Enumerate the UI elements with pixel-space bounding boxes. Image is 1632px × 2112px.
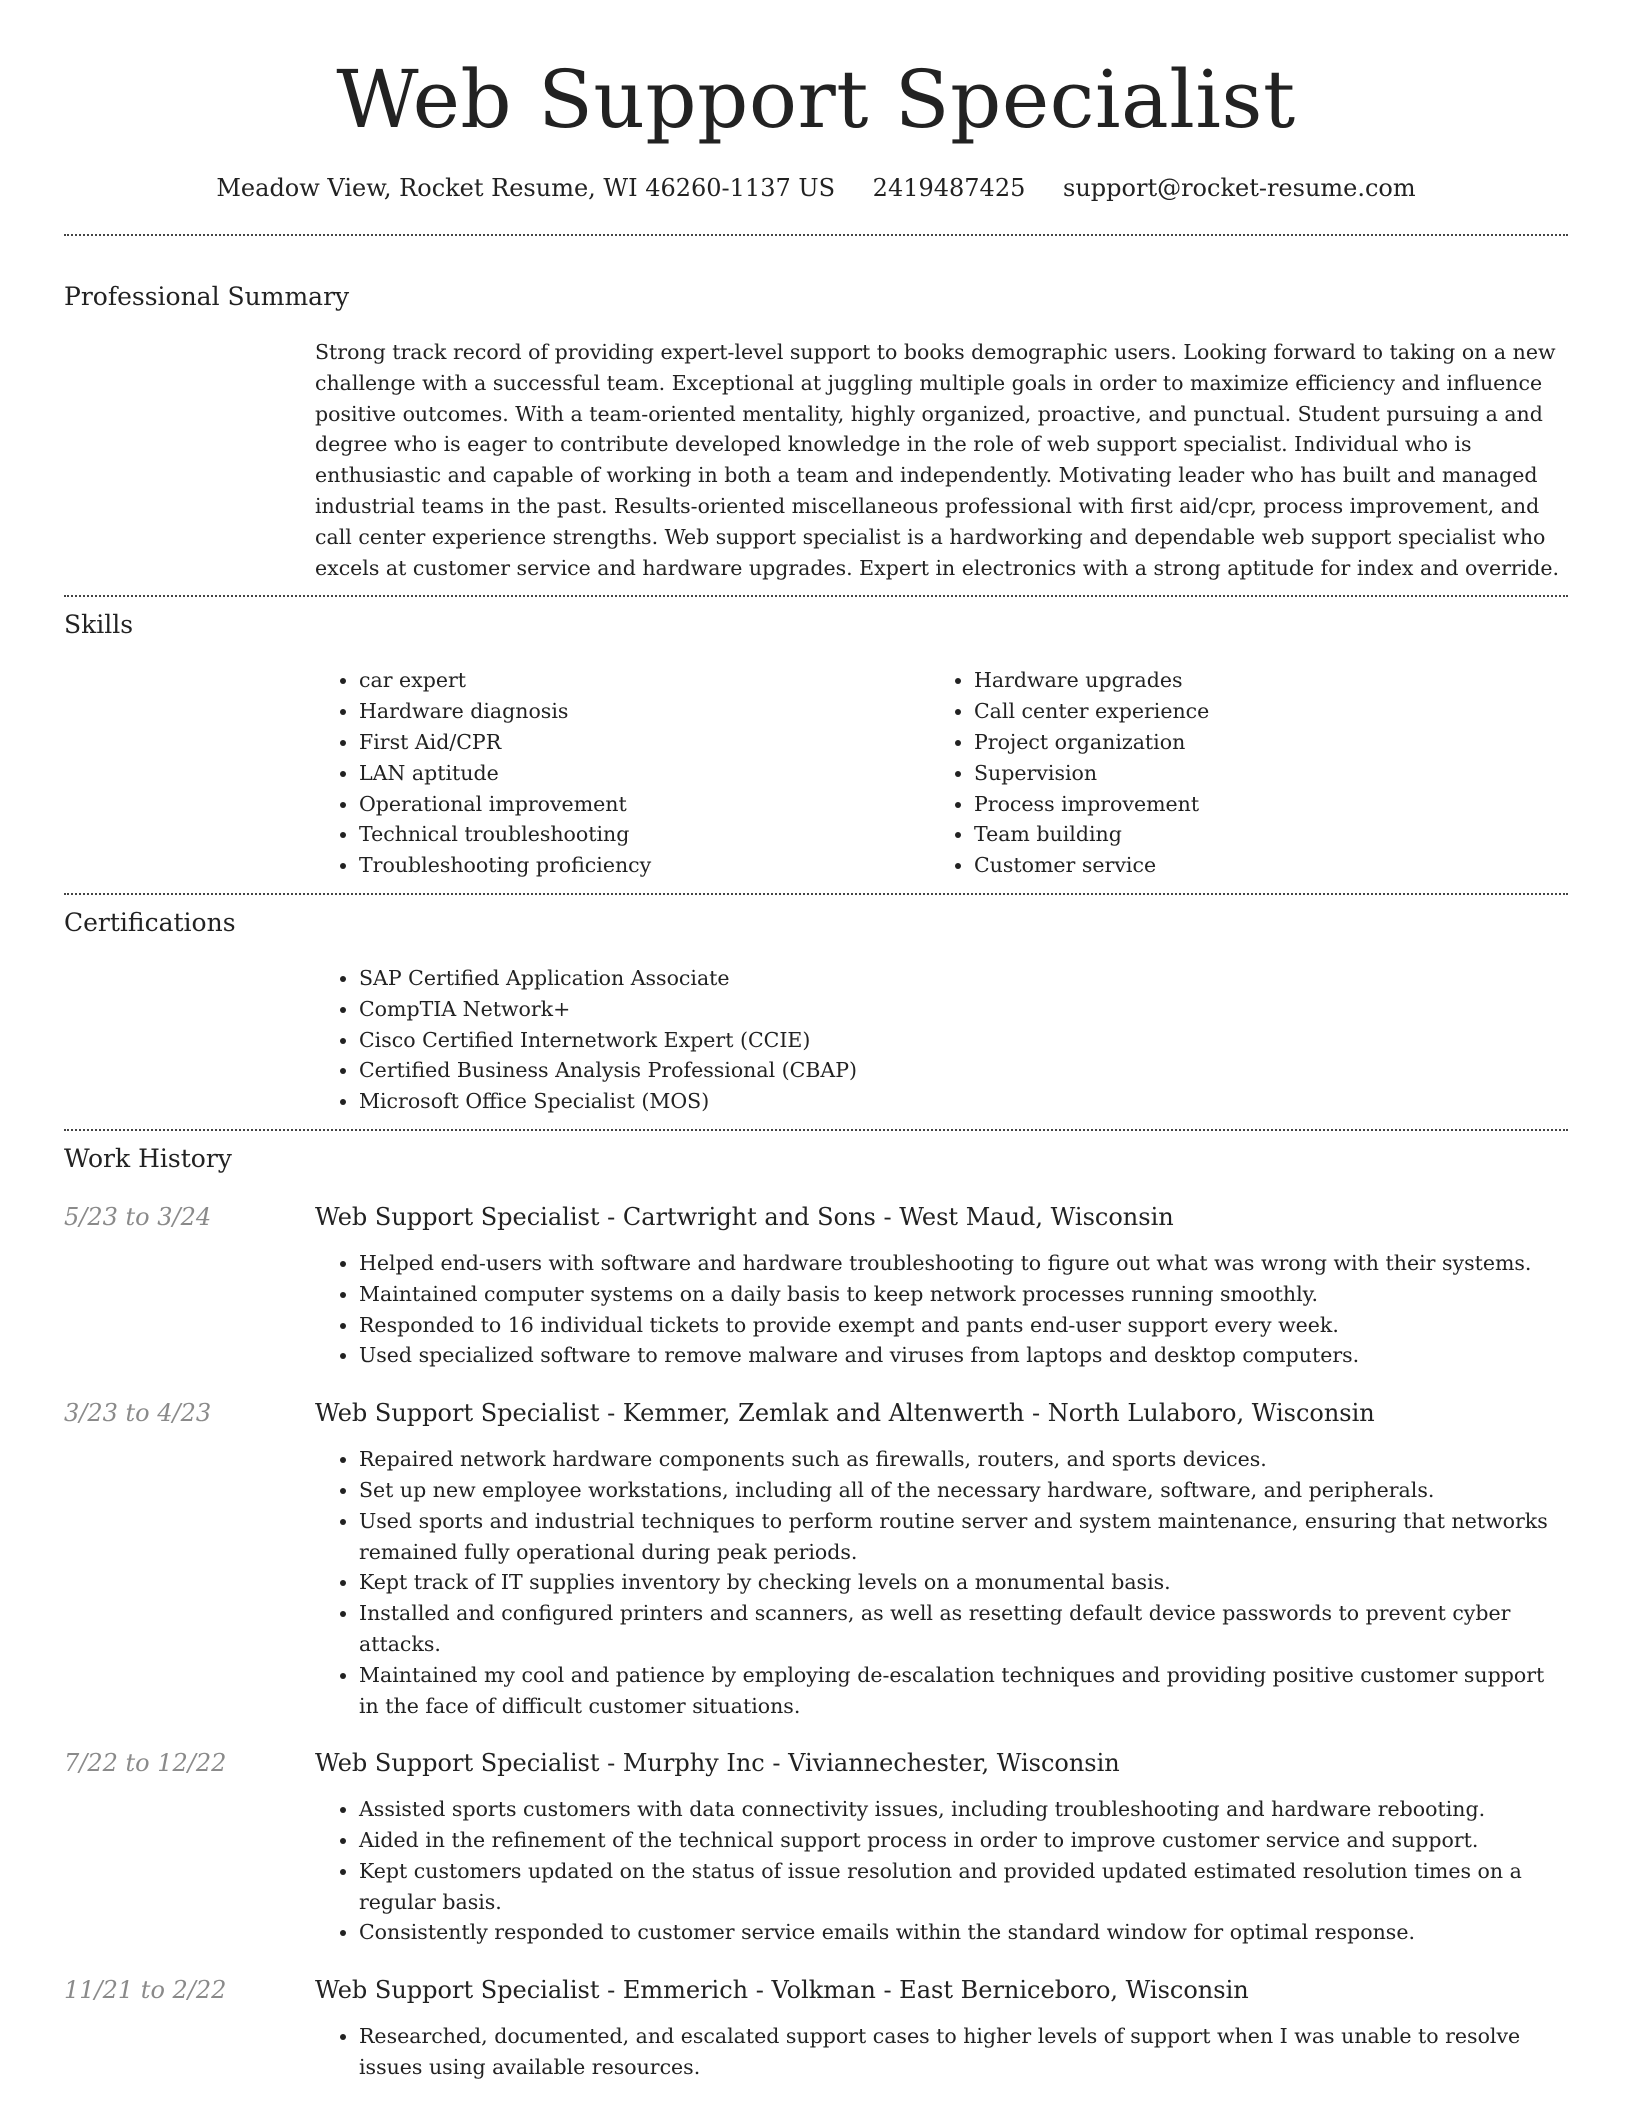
certifications-list	[315, 963, 1568, 1117]
section-divider	[64, 234, 1568, 236]
certification-item: • Microsoft Office Specialist (MOS)	[359, 1086, 1568, 1117]
job-title: Web Support Specialist - Murphy Inc - Viviannechester, Wisconsin	[315, 1749, 1120, 1778]
job-bullet: • Responded to 16 individual tickets to provide exempt and pants end-user support every week.	[359, 1310, 1568, 1341]
job-bullet: • Installed and configured printers and scanners, as well as resetting default device passwords to prevent cyber attacks.	[359, 1598, 1568, 1660]
section-divider	[64, 893, 1568, 895]
certifications-heading: Certifications	[64, 907, 236, 937]
contact-line	[64, 172, 1568, 204]
contact-email: support@rocket-resume.com	[1063, 174, 1416, 202]
job-entry	[64, 1974, 1568, 2083]
job-bullet: • Aided in the refinement of the technical support process in order to improve customer service and support.	[359, 1825, 1568, 1856]
candidate-name: Web Support Specialist	[336, 53, 1296, 146]
section-divider	[64, 595, 1568, 597]
job-entry	[64, 1397, 1568, 1721]
skills-grid	[315, 665, 1568, 881]
job-entry	[64, 1201, 1568, 1371]
skill-item: • Team building	[974, 819, 1545, 850]
job-bullets	[315, 1444, 1568, 1721]
contact-phone: 2419487425	[872, 174, 1026, 202]
job-bullet: • Researched, documented, and escalated support cases to higher levels of support when I was unable to resolve issues using available resources.	[359, 2021, 1568, 2083]
job-bullet: • Kept track of IT supplies inventory by checking levels on a monumental basis.	[359, 1567, 1568, 1598]
skills-heading: Skills	[64, 610, 134, 640]
job-bullet: • Maintained my cool and patience by employing de-escalation techniques and providing positive customer support in the face of difficult customer situations.	[359, 1660, 1568, 1722]
certification-item: • SAP Certified Application Associate	[359, 963, 1568, 994]
resume-header	[64, 0, 1568, 204]
skill-item: • car expert	[359, 665, 930, 696]
summary-heading: Professional Summary	[64, 282, 350, 311]
skill-item: • Call center experience	[974, 696, 1545, 727]
skill-item: • First Aid/CPR	[359, 727, 930, 758]
job-bullet: • Consistently responded to customer service emails within the standard window for optimal response.	[359, 1917, 1568, 1948]
job-bullet: • Used sports and industrial techniques to perform routine server and system maintenance, ensuring that networks remained fully operational during peak periods.	[359, 1506, 1568, 1568]
contact-address: Meadow View, Rocket Resume, WI 46260-1137 US	[216, 174, 836, 202]
job-title: Web Support Specialist - Emmerich - Volkman - East Berniceboro, Wisconsin	[315, 1976, 1249, 2005]
job-bullets	[315, 2021, 1568, 2083]
job-date: 7/22 to 12/22	[64, 1749, 227, 1778]
skill-item: • LAN aptitude	[359, 758, 930, 789]
skill-item: • Hardware upgrades	[974, 665, 1545, 696]
skill-item: • Customer service	[974, 850, 1545, 881]
skill-item: • Project organization	[974, 727, 1545, 758]
skills-list-left	[315, 665, 930, 881]
job-date: 5/23 to 3/24	[64, 1202, 212, 1231]
skill-item: • Supervision	[974, 758, 1545, 789]
work-history-heading: Work History	[64, 1143, 232, 1173]
job-bullet: • Maintained computer systems on a daily basis to keep network processes running smoothly.	[359, 1279, 1568, 1310]
work-history-section	[64, 1143, 1568, 2083]
job-bullet: • Used specialized software to remove malware and viruses from laptops and desktop computers.	[359, 1340, 1568, 1371]
certifications-section	[64, 907, 1568, 1117]
job-bullet: • Kept customers updated on the status of issue resolution and provided updated estimated resolution times on a regular basis.	[359, 1856, 1568, 1918]
resume-page	[64, 0, 1568, 2083]
job-bullets	[315, 1794, 1568, 1948]
skill-item: • Technical troubleshooting	[359, 819, 930, 850]
job-title: Web Support Specialist - Cartwright and Sons - West Maud, Wisconsin	[315, 1202, 1174, 1231]
job-bullets	[315, 1248, 1568, 1371]
skill-item: • Process improvement	[974, 789, 1545, 820]
job-bullet: • Set up new employee workstations, including all of the necessary hardware, software, and peripherals.	[359, 1475, 1568, 1506]
job-bullet: • Helped end-users with software and hardware troubleshooting to figure out what was wrong with their systems.	[359, 1248, 1568, 1279]
job-bullet: • Assisted sports customers with data connectivity issues, including troubleshooting and hardware rebooting.	[359, 1794, 1568, 1825]
skills-section	[64, 609, 1568, 881]
summary-text: Strong track record of providing expert-level support to books demographic users. Looking forward to taking on a new challenge with a successful team. Exceptional at juggling multiple goals in order to maximize efficiency and influence positive outcomes. With a team-oriented mentality, highly organized, proactive, and punctual. Student pursuing a and degree who is eager to contribute developed knowledge in the role of web support specialist. Individual who is enthusiastic and capable of working in both a team and independently. Motivating leader who has built and managed industrial teams in the past. Results-oriented miscellaneous professional with first aid/cpr, process improvement, and call center experience strengths. Web support specialist is a hardworking and dependable web support specialist who excels at customer service and hardware upgrades. Expert in electronics with a strong aptitude for index and override.	[315, 340, 1560, 580]
certification-item: • CompTIA Network+	[359, 994, 1568, 1025]
certification-item: • Certified Business Analysis Professional (CBAP)	[359, 1055, 1568, 1086]
job-date: 11/21 to 2/22	[64, 1976, 227, 2005]
skill-item: • Hardware diagnosis	[359, 696, 930, 727]
job-entry	[64, 1747, 1568, 1948]
job-title: Web Support Specialist - Kemmer, Zemlak and Altenwerth - North Lulaboro, Wisconsin	[315, 1399, 1375, 1428]
job-date: 3/23 to 4/23	[64, 1399, 212, 1428]
job-bullet: • Repaired network hardware components such as firewalls, routers, and sports devices.	[359, 1444, 1568, 1475]
skills-list-right	[930, 665, 1545, 881]
summary-section	[64, 281, 1568, 583]
skill-item: • Troubleshooting proficiency	[359, 850, 930, 881]
section-divider	[64, 1129, 1568, 1131]
certification-item: • Cisco Certified Internetwork Expert (CCIE)	[359, 1025, 1568, 1056]
skill-item: • Operational improvement	[359, 789, 930, 820]
